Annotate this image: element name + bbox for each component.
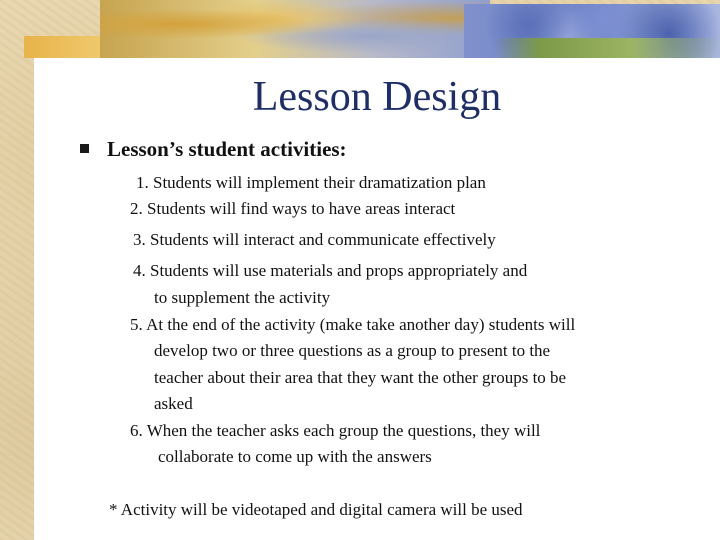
item-number: 1. [136,173,149,192]
item-text: At the end of the activity (make take another day) students will [146,315,576,334]
item-text: Students will use materials and props appropriately and [150,261,528,280]
list-item [136,170,486,197]
item-text: When the teacher asks each group the questions, they will [146,421,541,440]
list-item [133,227,496,254]
activities-heading: Lesson’s student activities: [107,137,347,161]
list-item [133,258,527,285]
item-text-continued: collaborate to come up with the answers [158,447,432,466]
item-text: Students will interact and communicate effectively [150,230,496,249]
item-text-continued: teacher about their area that they want the other groups to be [154,368,567,387]
list-item [130,418,540,445]
item-number: 6. [130,421,143,440]
footnote: * Activity will be videotaped and digital camera will be used [109,500,523,519]
banner-leaves-image [100,0,490,60]
square-bullet-icon [80,144,89,153]
item-number: 2. [130,199,143,218]
item-text: Students will implement their dramatization plan [153,173,486,192]
list-item [130,312,575,339]
item-text-continued: to supplement the activity [154,288,331,307]
item-number: 4. [133,261,146,280]
decorative-banner [24,0,720,60]
item-text: Students will find ways to have areas interact [147,199,456,218]
banner-vine-image [494,38,720,58]
list-item [130,196,455,223]
item-text-continued: develop two or three questions as a group to present to the [154,341,551,360]
item-number: 3. [133,230,146,249]
item-number: 5. [130,315,143,334]
slide-title: Lesson Design [252,74,502,120]
item-text-continued: asked [154,394,193,413]
